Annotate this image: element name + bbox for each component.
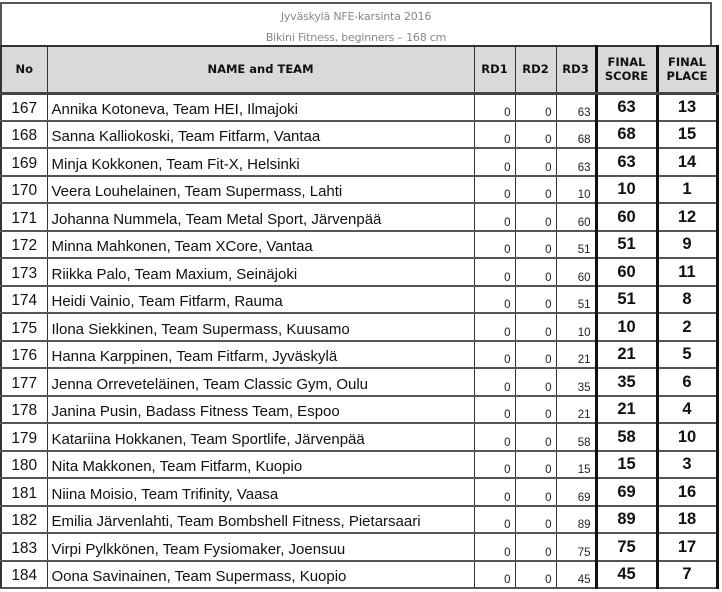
cell-final-score: 69 [596,478,657,506]
cell-rd3: 63 [556,93,596,121]
cell-number: 172 [1,231,47,259]
cell-final-place: 17 [657,533,717,561]
cell-final-score: 89 [596,506,657,534]
cell-rd3: 60 [556,258,596,286]
cell-final-place: 15 [657,121,717,149]
table-row [1,396,717,424]
cell-rd3: 21 [556,396,596,424]
col-header-final-place [657,46,717,93]
table-row [1,313,717,341]
cell-name-team: Hanna Karppinen, Team Fitfarm, Jyväskylä [47,341,474,369]
cell-rd2: 0 [515,203,556,231]
cell-rd1: 0 [474,368,515,396]
cell-number: 177 [1,368,47,396]
cell-name-team: Sanna Kalliokoski, Team Fitfarm, Vantaa [47,121,474,149]
final-score-line1: FINAL [607,55,646,70]
cell-rd2: 0 [515,423,556,451]
results-table [0,45,719,589]
cell-final-score: 51 [596,231,657,259]
cell-final-score: 10 [596,313,657,341]
table-row [1,258,717,286]
cell-rd3: 51 [556,231,596,259]
cell-name-team: Riikka Palo, Team Maxium, Seinäjoki [47,258,474,286]
cell-final-score: 45 [596,561,657,589]
cell-name-team: Virpi Pylkkönen, Team Fysiomaker, Joensuu [47,533,474,561]
cell-rd3: 68 [556,121,596,149]
cell-final-place: 14 [657,148,717,176]
cell-name-team: Minja Kokkonen, Team Fit-X, Helsinki [47,148,474,176]
cell-name-team: Janina Pusin, Badass Fitness Team, Espoo [47,396,474,424]
cell-final-score: 58 [596,423,657,451]
cell-rd1: 0 [474,121,515,149]
cell-number: 176 [1,341,47,369]
col-header-rd3: RD3 [556,46,596,93]
cell-rd3: 21 [556,341,596,369]
table-row [1,121,717,149]
cell-rd1: 0 [474,478,515,506]
cell-name-team: Ilona Siekkinen, Team Supermass, Kuusamo [47,313,474,341]
cell-number: 180 [1,451,47,479]
cell-final-score: 63 [596,148,657,176]
category-subtitle: Bikini Fitness, beginners – 168 cm [265,31,447,44]
cell-rd2: 0 [515,451,556,479]
cell-rd3: 10 [556,176,596,204]
cell-rd1: 0 [474,561,515,589]
cell-rd2: 0 [515,368,556,396]
cell-final-place: 9 [657,231,717,259]
col-header-rd1: RD1 [474,46,515,93]
cell-rd2: 0 [515,478,556,506]
cell-rd2: 0 [515,341,556,369]
cell-number: 182 [1,506,47,534]
cell-final-place: 18 [657,506,717,534]
cell-number: 184 [1,561,47,589]
cell-final-place: 16 [657,478,717,506]
cell-name-team: Emilia Järvenlahti, Team Bombshell Fitness, Pietarsaari [47,506,474,534]
cell-rd3: 35 [556,368,596,396]
table-row [1,176,717,204]
cell-rd3: 15 [556,451,596,479]
cell-number: 174 [1,286,47,314]
table-row [1,533,717,561]
cell-rd2: 0 [515,313,556,341]
table-row [1,93,717,121]
cell-final-place: 10 [657,423,717,451]
table-row [1,561,717,589]
cell-name-team: Oona Savinainen, Team Supermass, Kuopio [47,561,474,589]
final-score-line2: SCORE [604,69,649,84]
cell-name-team: Minna Mahkonen, Team XCore, Vantaa [47,231,474,259]
table-row [1,231,717,259]
cell-number: 167 [1,93,47,121]
cell-rd2: 0 [515,506,556,534]
cell-rd1: 0 [474,341,515,369]
cell-name-team: Heidi Vainio, Team Fitfarm, Rauma [47,286,474,314]
cell-rd2: 0 [515,258,556,286]
cell-rd2: 0 [515,121,556,149]
cell-final-score: 21 [596,396,657,424]
cell-name-team: Jenna Orreveteläinen, Team Classic Gym, Oulu [47,368,474,396]
cell-final-score: 75 [596,533,657,561]
cell-rd1: 0 [474,423,515,451]
cell-final-place: 12 [657,203,717,231]
final-place-line1: FINAL [668,55,706,70]
cell-number: 183 [1,533,47,561]
cell-name-team: Veera Louhelainen, Team Supermass, Lahti [47,176,474,204]
cell-rd3: 51 [556,286,596,314]
col-header-name: NAME and TEAM [47,46,474,93]
cell-rd2: 0 [515,533,556,561]
cell-number: 169 [1,148,47,176]
cell-rd1: 0 [474,451,515,479]
competition-title: Jyväskylä NFE-karsinta 2016 [280,10,432,23]
cell-rd1: 0 [474,231,515,259]
cell-final-score: 15 [596,451,657,479]
table-row [1,423,717,451]
cell-rd1: 0 [474,313,515,341]
cell-rd1: 0 [474,396,515,424]
cell-final-score: 21 [596,341,657,369]
table-row [1,341,717,369]
cell-final-score: 60 [596,258,657,286]
cell-number: 171 [1,203,47,231]
cell-rd3: 69 [556,478,596,506]
cell-number: 178 [1,396,47,424]
cell-rd3: 58 [556,423,596,451]
cell-rd2: 0 [515,286,556,314]
cell-final-place: 4 [657,396,717,424]
cell-rd2: 0 [515,176,556,204]
cell-rd3: 60 [556,203,596,231]
table-row [1,368,717,396]
cell-rd3: 89 [556,506,596,534]
cell-rd1: 0 [474,286,515,314]
cell-name-team: Niina Moisio, Team Trifinity, Vaasa [47,478,474,506]
table-row [1,451,717,479]
final-place-line2: PLACE [666,69,708,84]
cell-final-place: 13 [657,93,717,121]
cell-final-place: 3 [657,451,717,479]
cell-number: 181 [1,478,47,506]
cell-final-place: 11 [657,258,717,286]
col-header-no: No [1,46,47,93]
table-row [1,478,717,506]
cell-name-team: Katariina Hokkanen, Team Sportlife, Järvenpää [47,423,474,451]
cell-rd1: 0 [474,148,515,176]
cell-number: 175 [1,313,47,341]
cell-final-score: 63 [596,93,657,121]
cell-name-team: Annika Kotoneva, Team HEI, Ilmajoki [47,93,474,121]
cell-final-place: 6 [657,368,717,396]
cell-number: 173 [1,258,47,286]
cell-rd3: 75 [556,533,596,561]
cell-final-place: 1 [657,176,717,204]
col-header-final-score [596,46,657,93]
cell-rd2: 0 [515,396,556,424]
cell-number: 179 [1,423,47,451]
cell-name-team: Johanna Nummela, Team Metal Sport, Järvenpää [47,203,474,231]
header-row [1,46,717,93]
cell-number: 170 [1,176,47,204]
table-row [1,286,717,314]
cell-final-score: 60 [596,203,657,231]
cell-final-score: 35 [596,368,657,396]
col-header-rd2: RD2 [515,46,556,93]
cell-rd2: 0 [515,148,556,176]
cell-final-place: 8 [657,286,717,314]
cell-final-place: 2 [657,313,717,341]
cell-rd1: 0 [474,258,515,286]
cell-rd1: 0 [474,506,515,534]
cell-final-score: 51 [596,286,657,314]
table-row [1,148,717,176]
cell-final-place: 7 [657,561,717,589]
cell-rd1: 0 [474,203,515,231]
table-row [1,506,717,534]
table-row [1,203,717,231]
cell-rd1: 0 [474,176,515,204]
cell-final-place: 5 [657,341,717,369]
cell-name-team: Nita Makkonen, Team Fitfarm, Kuopio [47,451,474,479]
cell-rd3: 63 [556,148,596,176]
cell-rd2: 0 [515,231,556,259]
cell-rd3: 10 [556,313,596,341]
cell-rd1: 0 [474,533,515,561]
cell-rd1: 0 [474,93,515,121]
cell-rd3: 45 [556,561,596,589]
cell-final-score: 68 [596,121,657,149]
title-block [0,2,712,45]
cell-number: 168 [1,121,47,149]
cell-final-score: 10 [596,176,657,204]
cell-rd2: 0 [515,561,556,589]
cell-rd2: 0 [515,93,556,121]
